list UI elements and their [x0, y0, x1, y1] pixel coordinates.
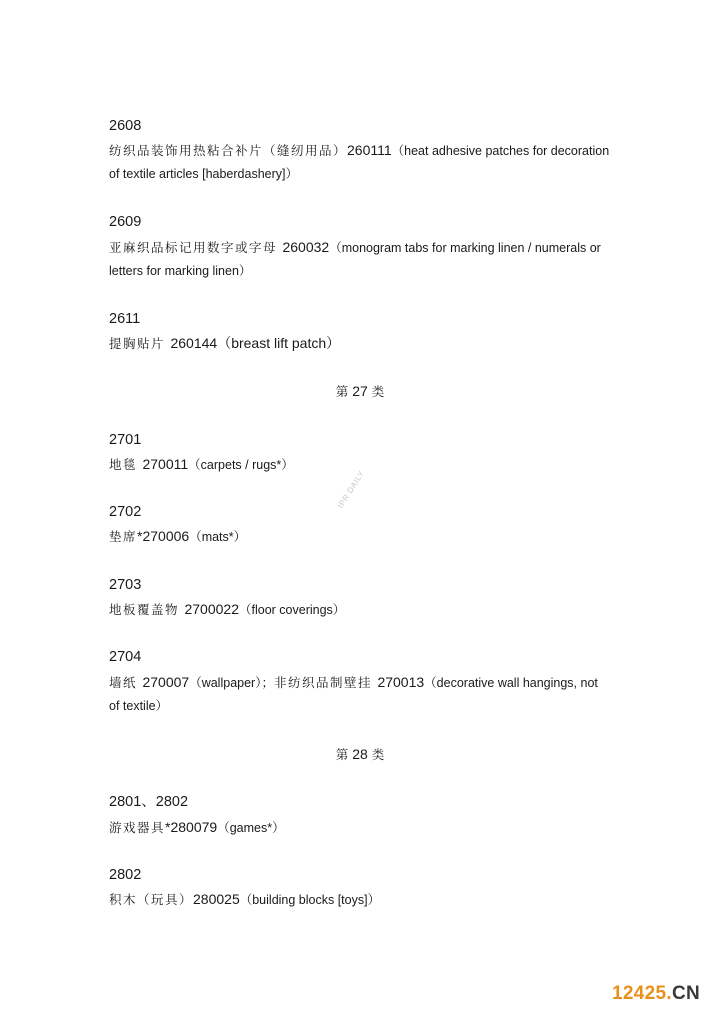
entry-line: of textile） — [109, 699, 169, 713]
entry-code: 2802 — [109, 867, 142, 883]
entry-line: 墙纸 270007（wallpaper）；非纺织品制壁挂 270013（decorative wall hangings, not — [109, 674, 598, 690]
watermark: IPR DAILY — [336, 468, 367, 510]
site-logo: 12425.CN — [612, 983, 700, 1004]
entry-line: 纺织品装饰用热粘合补片（缝纫用品）260111（heat adhesive patches for decoration — [109, 142, 610, 158]
entry-line: letters for marking linen） — [109, 264, 252, 278]
entry-line: 提胸贴片 260144（breast lift patch） — [109, 335, 341, 351]
entry-code: 2701 — [109, 432, 142, 448]
entry-code: 2611 — [109, 311, 141, 327]
entry-line: 垫席*270006（mats*） — [109, 528, 247, 544]
entry-line: 地毯 270011（carpets / rugs*） — [109, 456, 294, 472]
entry-code: 2703 — [109, 577, 142, 593]
class-heading: 第 27 类 — [335, 383, 385, 399]
entry-code: 2704 — [109, 649, 142, 665]
entry-line: 地板覆盖物 2700022（floor coverings） — [109, 601, 346, 617]
entry-line: 亚麻织品标记用数字或字母 260032（monogram tabs for marking linen / numerals or — [109, 239, 601, 255]
entry-code: 2609 — [109, 214, 142, 230]
class-heading: 第 28 类 — [335, 746, 385, 762]
entry-code: 2801、2802 — [109, 794, 189, 810]
entry-code: 2702 — [109, 504, 142, 520]
entry-code: 2608 — [109, 118, 142, 134]
entry-line: 游戏器具*280079（games*） — [109, 819, 285, 835]
entry-line: 积木（玩具）280025（building blocks [toys]） — [109, 891, 381, 907]
entry-line: of textile articles [haberdashery]） — [109, 167, 298, 181]
